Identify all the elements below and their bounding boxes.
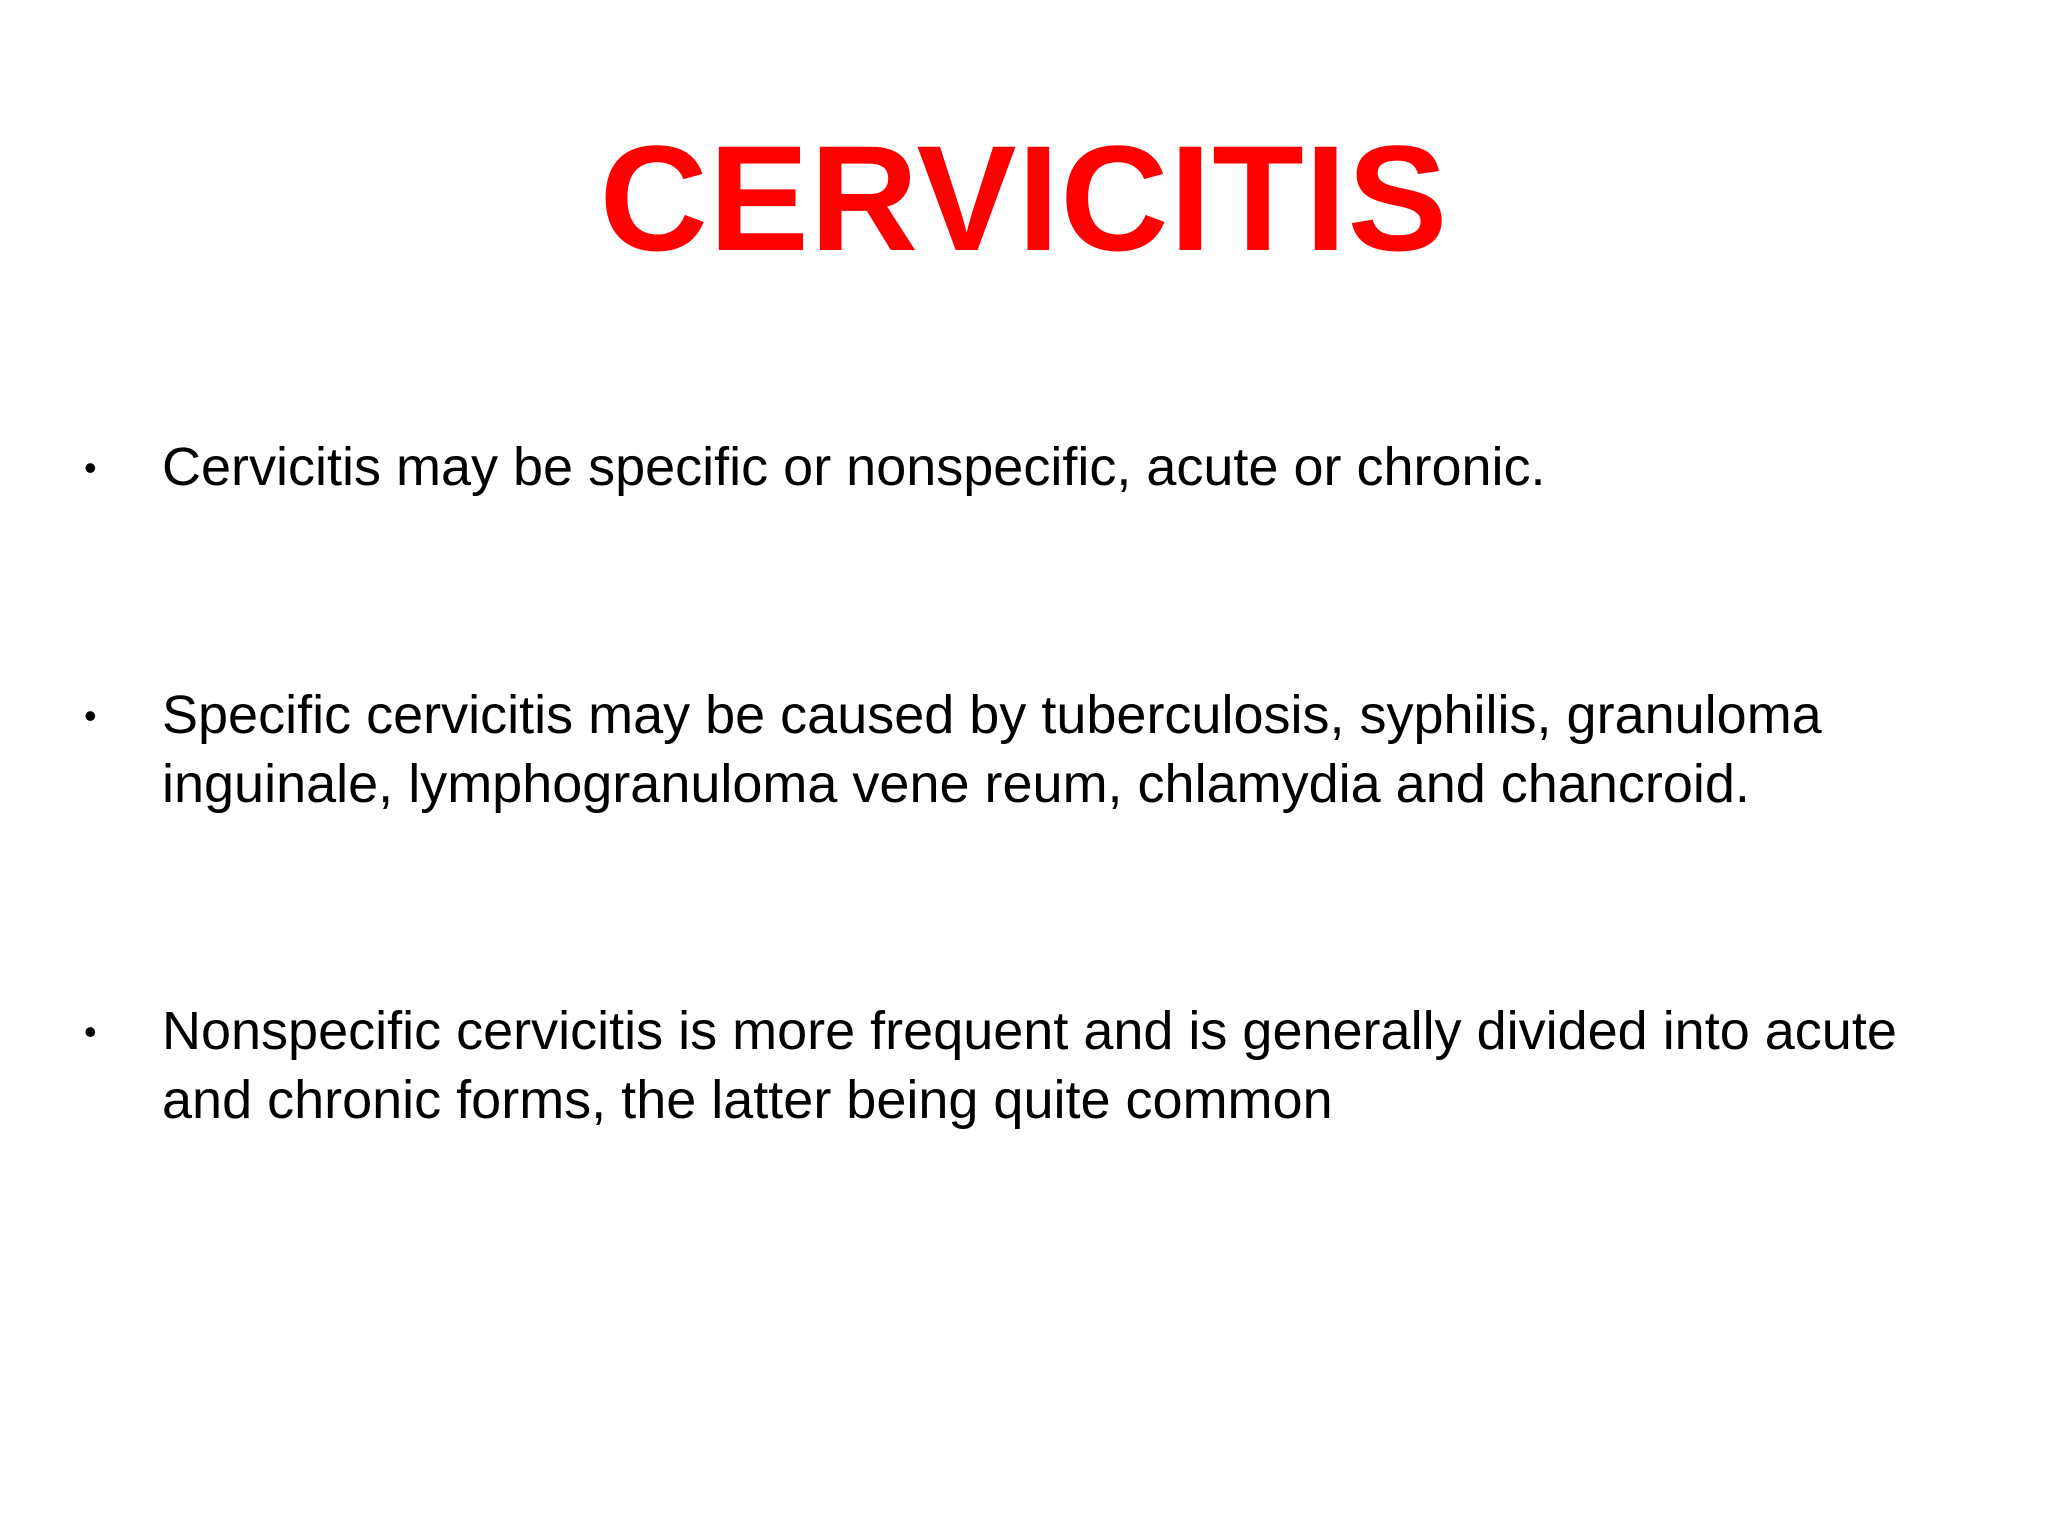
bullet-text: Specific cervicitis may be caused by tuberculosis, syphilis, granuloma inguinale, lymphogranuloma vene reum, chlamydia and chancroid. (162, 685, 1822, 814)
bullet-item (84, 433, 1964, 502)
bullet-marker: • (84, 695, 97, 736)
bullet-marker: • (84, 1011, 97, 1052)
bullet-item (84, 997, 1964, 1135)
bullet-item (84, 681, 1964, 819)
bullet-text: Cervicitis may be specific or nonspecific, acute or chronic. (162, 437, 1546, 497)
bullet-text: Nonspecific cervicitis is more frequent and is generally divided into acute and chronic forms, the latter being quite common (162, 1001, 1897, 1130)
bullet-marker: • (84, 447, 97, 488)
slide-title: CERVICITIS (599, 114, 1449, 282)
